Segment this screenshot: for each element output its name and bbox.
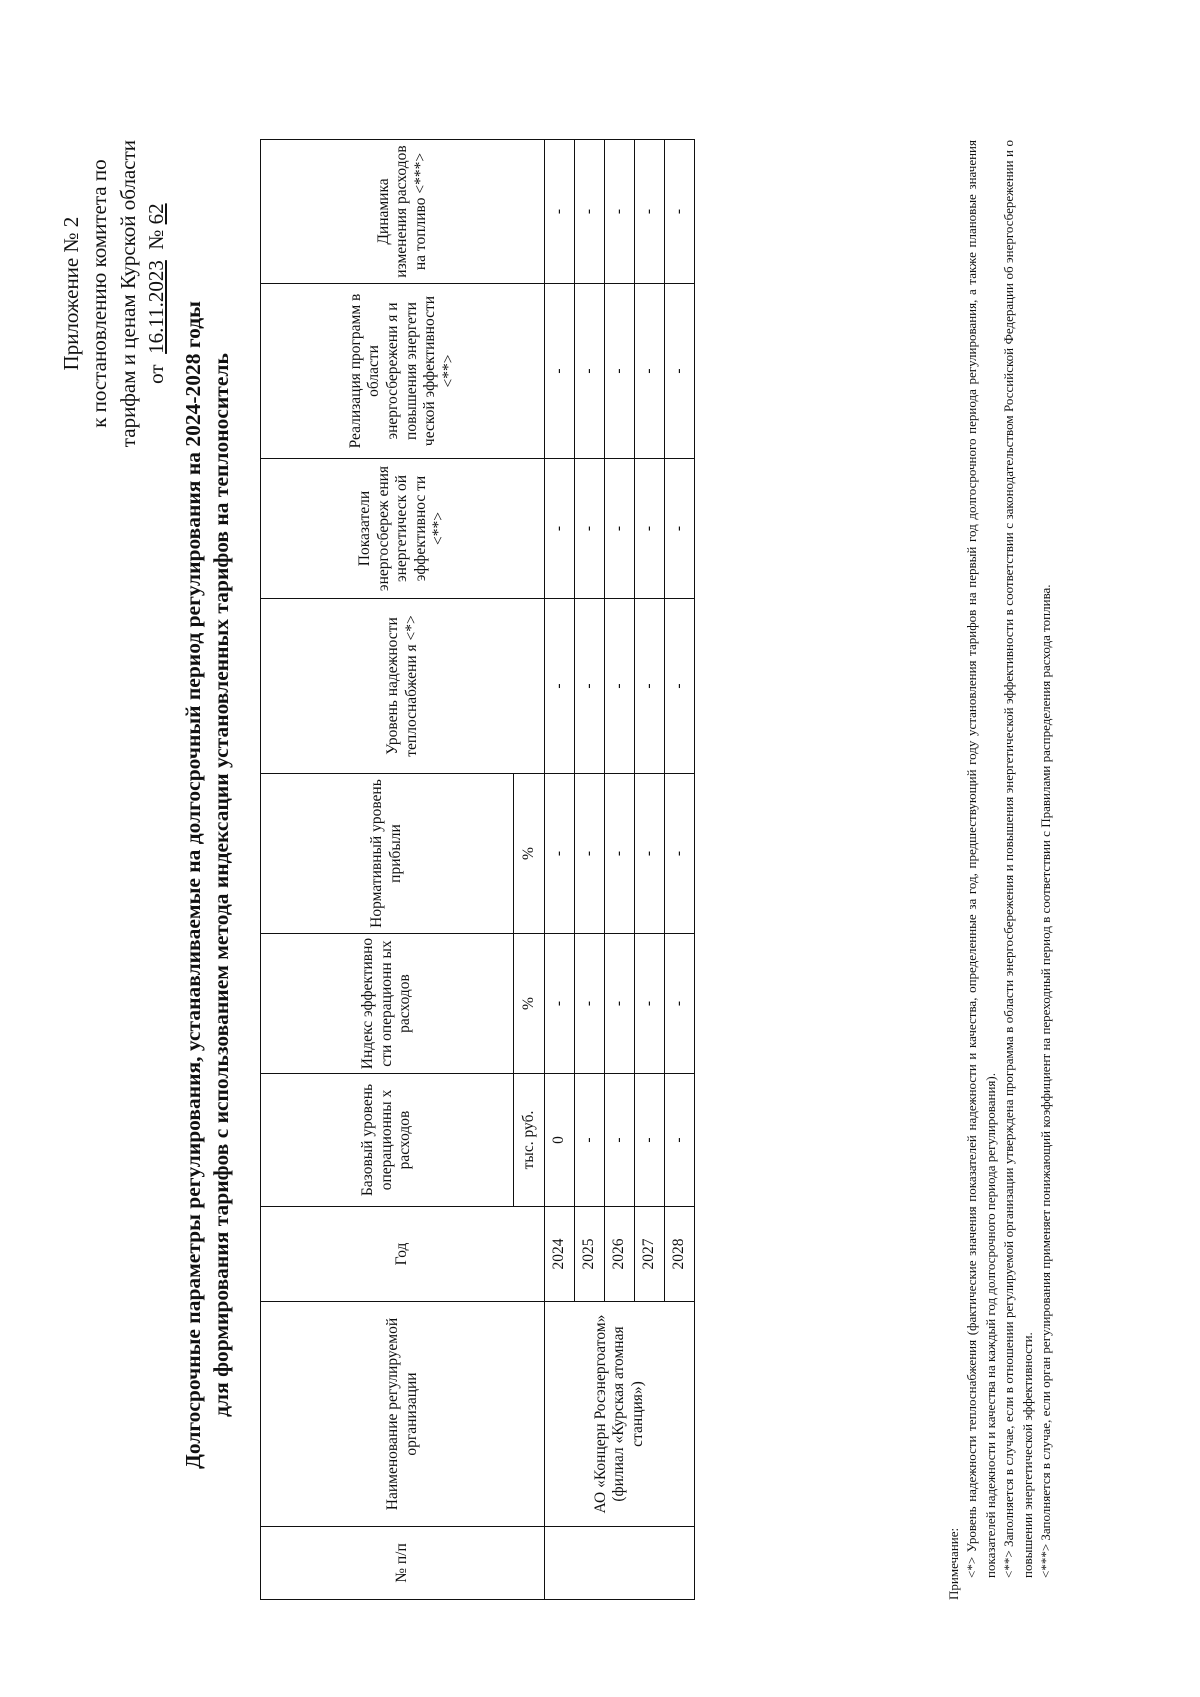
annex-number-prefix: № [144, 229, 169, 250]
cell-programs: - [575, 284, 605, 459]
parameters-table [260, 139, 695, 1600]
annex-line-2: к постановлению комитета по [87, 159, 112, 428]
cell-base: 0 [545, 1074, 575, 1207]
footnote-fuel: <***> Заполняется в случае, если орган регулирования применяет понижающий коэффициент на переходный период в соответствии с Правилами распределения расхода топлива. [1038, 584, 1054, 1578]
header-num: № п/п [261, 1527, 545, 1600]
header-efficiency-index: Индекс эффективно сти операционн ых расходов [261, 934, 514, 1074]
cell-index: - [545, 934, 575, 1074]
annex-date-line [142, 140, 170, 447]
footnote-reliability: <*> Уровень надежности теплоснабжения (фактические значения показателей надежности и качества, определенные за год, предшествующий году установления тарифов на первый год долгосрочного периода регулирования, а также плановые значения показателей надежности и качества на каждый год долгосрочного периода регулирования). [964, 140, 998, 1578]
cell-profit: - [575, 774, 605, 934]
cell-year: 2024 [545, 1207, 575, 1302]
annex-line-3: тарифам и ценам Курской области [115, 140, 140, 448]
cell-index: - [605, 934, 635, 1074]
cell-energy: - [665, 459, 695, 599]
cell-base: - [635, 1074, 665, 1207]
cell-reliability: - [635, 599, 665, 774]
document-title [180, 150, 235, 1620]
cell-programs: - [665, 284, 695, 459]
notes-heading: Примечание: [946, 1527, 961, 1600]
table-row [545, 140, 575, 1600]
cell-year: 2026 [605, 1207, 635, 1302]
cell-energy: - [575, 459, 605, 599]
cell-profit: - [635, 774, 665, 934]
header-reliability: Уровень надежности теплоснабжени я <*> [261, 599, 545, 774]
annex-header [57, 140, 170, 447]
cell-profit: - [665, 774, 695, 934]
cell-org-name: АО «Концерн Росэнергоатом» (филиал «Курская атомная станция») [545, 1302, 695, 1527]
cell-fuel: - [545, 140, 575, 284]
cell-reliability: - [605, 599, 635, 774]
cell-year: 2027 [635, 1207, 665, 1302]
cell-programs: - [635, 284, 665, 459]
annex-decree-number: 62 [144, 203, 169, 225]
cell-base: - [575, 1074, 605, 1207]
cell-energy: - [605, 459, 635, 599]
cell-base: - [665, 1074, 695, 1207]
unit-profit-level: % [514, 774, 545, 934]
header-fuel: Динамика изменения расходов на топливо <***> [261, 140, 545, 284]
annex-date-prefix: от [144, 364, 169, 384]
unit-base-opex: тыс. руб. [514, 1074, 545, 1207]
footnotes [945, 140, 1056, 1600]
cell-programs: - [605, 284, 635, 459]
title-line-2: для формирования тарифов с использованием метода индексации установленных тарифов на теплоноситель [208, 353, 233, 1417]
cell-index: - [575, 934, 605, 1074]
cell-fuel: - [575, 140, 605, 284]
cell-profit: - [605, 774, 635, 934]
cell-year: 2028 [665, 1207, 695, 1302]
cell-index: - [635, 934, 665, 1074]
cell-energy: - [635, 459, 665, 599]
cell-base: - [605, 1074, 635, 1207]
unit-efficiency-index: % [514, 934, 545, 1074]
cell-programs: - [545, 284, 575, 459]
cell-energy: - [545, 459, 575, 599]
cell-year: 2025 [575, 1207, 605, 1302]
cell-index: - [665, 934, 695, 1074]
footnote-energy-saving: <**> Заполняется в случае, если в отношении регулируемой организации утверждена программа в области энергосбережения и повышения энергетической эффективности в соответствии с законодательством Российской Федерации об энергосбережении и о повышении энергетической эффективности. [1001, 140, 1035, 1578]
header-base-opex: Базовый уровень операционны х расходов [261, 1074, 514, 1207]
annex-number: Приложение № 2 [59, 216, 83, 371]
header-profit-level: Нормативный уровень прибыли [261, 774, 514, 934]
cell-reliability: - [665, 599, 695, 774]
header-year: Год [261, 1207, 545, 1302]
cell-reliability: - [575, 599, 605, 774]
title-line-1: Долгосрочные параметры регулирования, устанавливаемые на долгосрочный период регулирования на 2024-2028 годы [181, 301, 205, 1469]
annex-date: 16.11.2023 [144, 260, 169, 354]
header-programs: Реализация программ в области энергосбережени я и повышения энергети ческой эффективности <**> [261, 284, 545, 459]
cell-profit: - [545, 774, 575, 934]
header-org: Наименование регулируемой организации [261, 1302, 545, 1527]
table-header-row [261, 140, 514, 1600]
cell-fuel: - [665, 140, 695, 284]
document-page [45, 100, 1105, 1660]
cell-num [545, 1527, 695, 1600]
cell-fuel: - [605, 140, 635, 284]
cell-fuel: - [635, 140, 665, 284]
cell-reliability: - [545, 599, 575, 774]
header-energy-saving: Показатели энергосбереж ения энергетическ ой эффективнос ти <**> [261, 459, 545, 599]
